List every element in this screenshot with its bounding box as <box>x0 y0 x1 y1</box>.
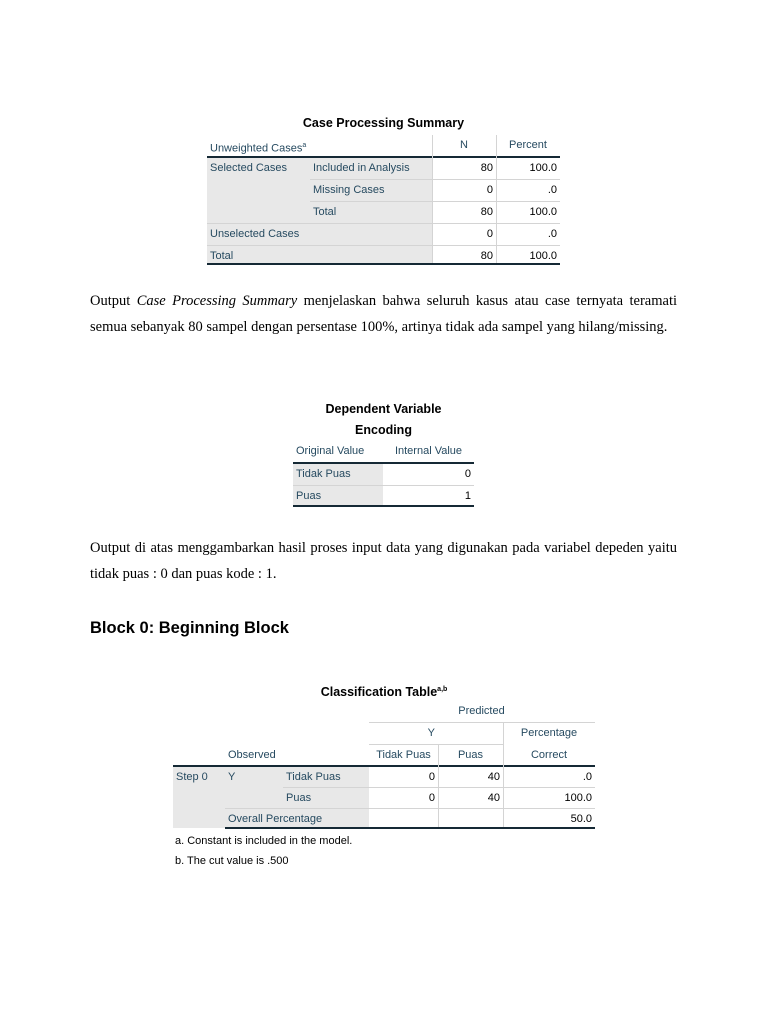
row-puas: 40 <box>487 792 500 804</box>
row-percent: 100.0 <box>529 250 557 262</box>
row-label: Overall Percentage <box>228 813 323 825</box>
row-percent: .0 <box>547 184 557 196</box>
row-group-label: Selected Cases <box>210 162 288 174</box>
block-heading: Block 0: Beginning Block <box>90 619 289 637</box>
classification-title: Classification Table$^{a,b}$ <box>320 685 448 700</box>
header-puas: Puas <box>457 749 484 761</box>
row-n: 0 <box>486 184 493 196</box>
column-divider <box>496 135 497 263</box>
row-label: Puas <box>296 490 322 502</box>
row-internal-value: 1 <box>464 490 471 502</box>
row-label: Included in Analysis <box>313 162 410 174</box>
header-correct: Correct <box>530 749 568 761</box>
table-row <box>207 180 560 201</box>
row-internal-value: 0 <box>464 468 471 480</box>
header-observed: Observed <box>228 749 276 761</box>
row-tidak-puas: 0 <box>428 771 435 783</box>
header-percent: Percent <box>509 139 547 151</box>
header-unweighted-cases: Unweighted Cases$^a$ <box>210 142 307 155</box>
row-label: Tidak Puas <box>296 468 351 480</box>
case-processing-summary-title: Case Processing Summary <box>302 116 465 130</box>
table-row <box>207 202 560 223</box>
header-y: Y <box>427 727 435 739</box>
row-label: Total <box>313 206 337 218</box>
row-group-label: Unselected Cases <box>210 228 300 240</box>
column-divider <box>438 745 439 827</box>
row-label: Tidak Puas <box>286 771 341 783</box>
row-percent: 100.0 <box>529 206 557 218</box>
header-percentage: Percentage <box>520 727 578 739</box>
column-divider <box>503 723 504 827</box>
header-original-value: Original Value <box>296 445 365 457</box>
row-n: 0 <box>486 228 493 240</box>
table-row <box>207 158 560 179</box>
table-bottom-rule <box>207 263 560 265</box>
table-header-row <box>207 135 560 156</box>
table-bottom-rule <box>293 505 474 507</box>
classification-table <box>173 679 595 829</box>
row-puas: 40 <box>487 771 500 783</box>
row-percent: 100.0 <box>529 162 557 174</box>
paragraph-case-summary: Output Case Processing Summary menjelaskan bahwa seluruh kasus atau case ternyata teramati semua sebanyak 80 sampel dengan persentase 100%, artinya tidak ada sampel yang hilang/missing. <box>90 293 678 335</box>
table-header-row <box>293 441 474 462</box>
step-label: Step 0 <box>176 771 208 783</box>
column-divider <box>432 135 433 263</box>
paragraph-encoding: Output di atas menggambarkan hasil proses input data yang digunakan pada variabel depeden yaitu tidak puas : 0 dan puas kode : 1. <box>90 540 677 582</box>
italic-term: Case Processing Summary <box>136 293 298 309</box>
row-percentage-correct: 100.0 <box>564 792 592 804</box>
row-n: 80 <box>480 250 493 262</box>
row-percent: .0 <box>547 228 557 240</box>
row-tidak-puas: 0 <box>428 792 435 804</box>
row-label: Puas <box>286 792 312 804</box>
header-n: N <box>460 139 468 151</box>
table-row <box>173 788 595 809</box>
observed-variable: Y <box>228 771 236 783</box>
table-row <box>207 224 560 245</box>
case-processing-summary-table <box>207 113 560 265</box>
row-group-label: Total <box>210 250 234 262</box>
row-percentage-correct: 50.0 <box>570 813 592 825</box>
table-row <box>293 486 474 507</box>
header-internal-value: Internal Value <box>394 445 463 457</box>
row-n: 80 <box>480 206 493 218</box>
table-row <box>293 464 474 485</box>
table-row <box>173 767 595 788</box>
row-label: Missing Cases <box>313 184 385 196</box>
header-predicted: Predicted <box>458 705 505 717</box>
dependent-variable-encoding-table <box>293 399 474 507</box>
encoding-title-line1: Dependent Variable <box>325 402 442 416</box>
table-footnote: a. Constant is included in the model. <box>175 835 353 847</box>
row-percentage-correct: .0 <box>582 771 592 783</box>
encoding-title-line2: Encoding <box>355 423 412 437</box>
header-tidak-puas: Tidak Puas <box>376 749 431 761</box>
row-n: 80 <box>480 162 493 174</box>
table-bottom-rule <box>225 827 595 829</box>
table-footnote: b. The cut value is .500 <box>175 855 289 867</box>
